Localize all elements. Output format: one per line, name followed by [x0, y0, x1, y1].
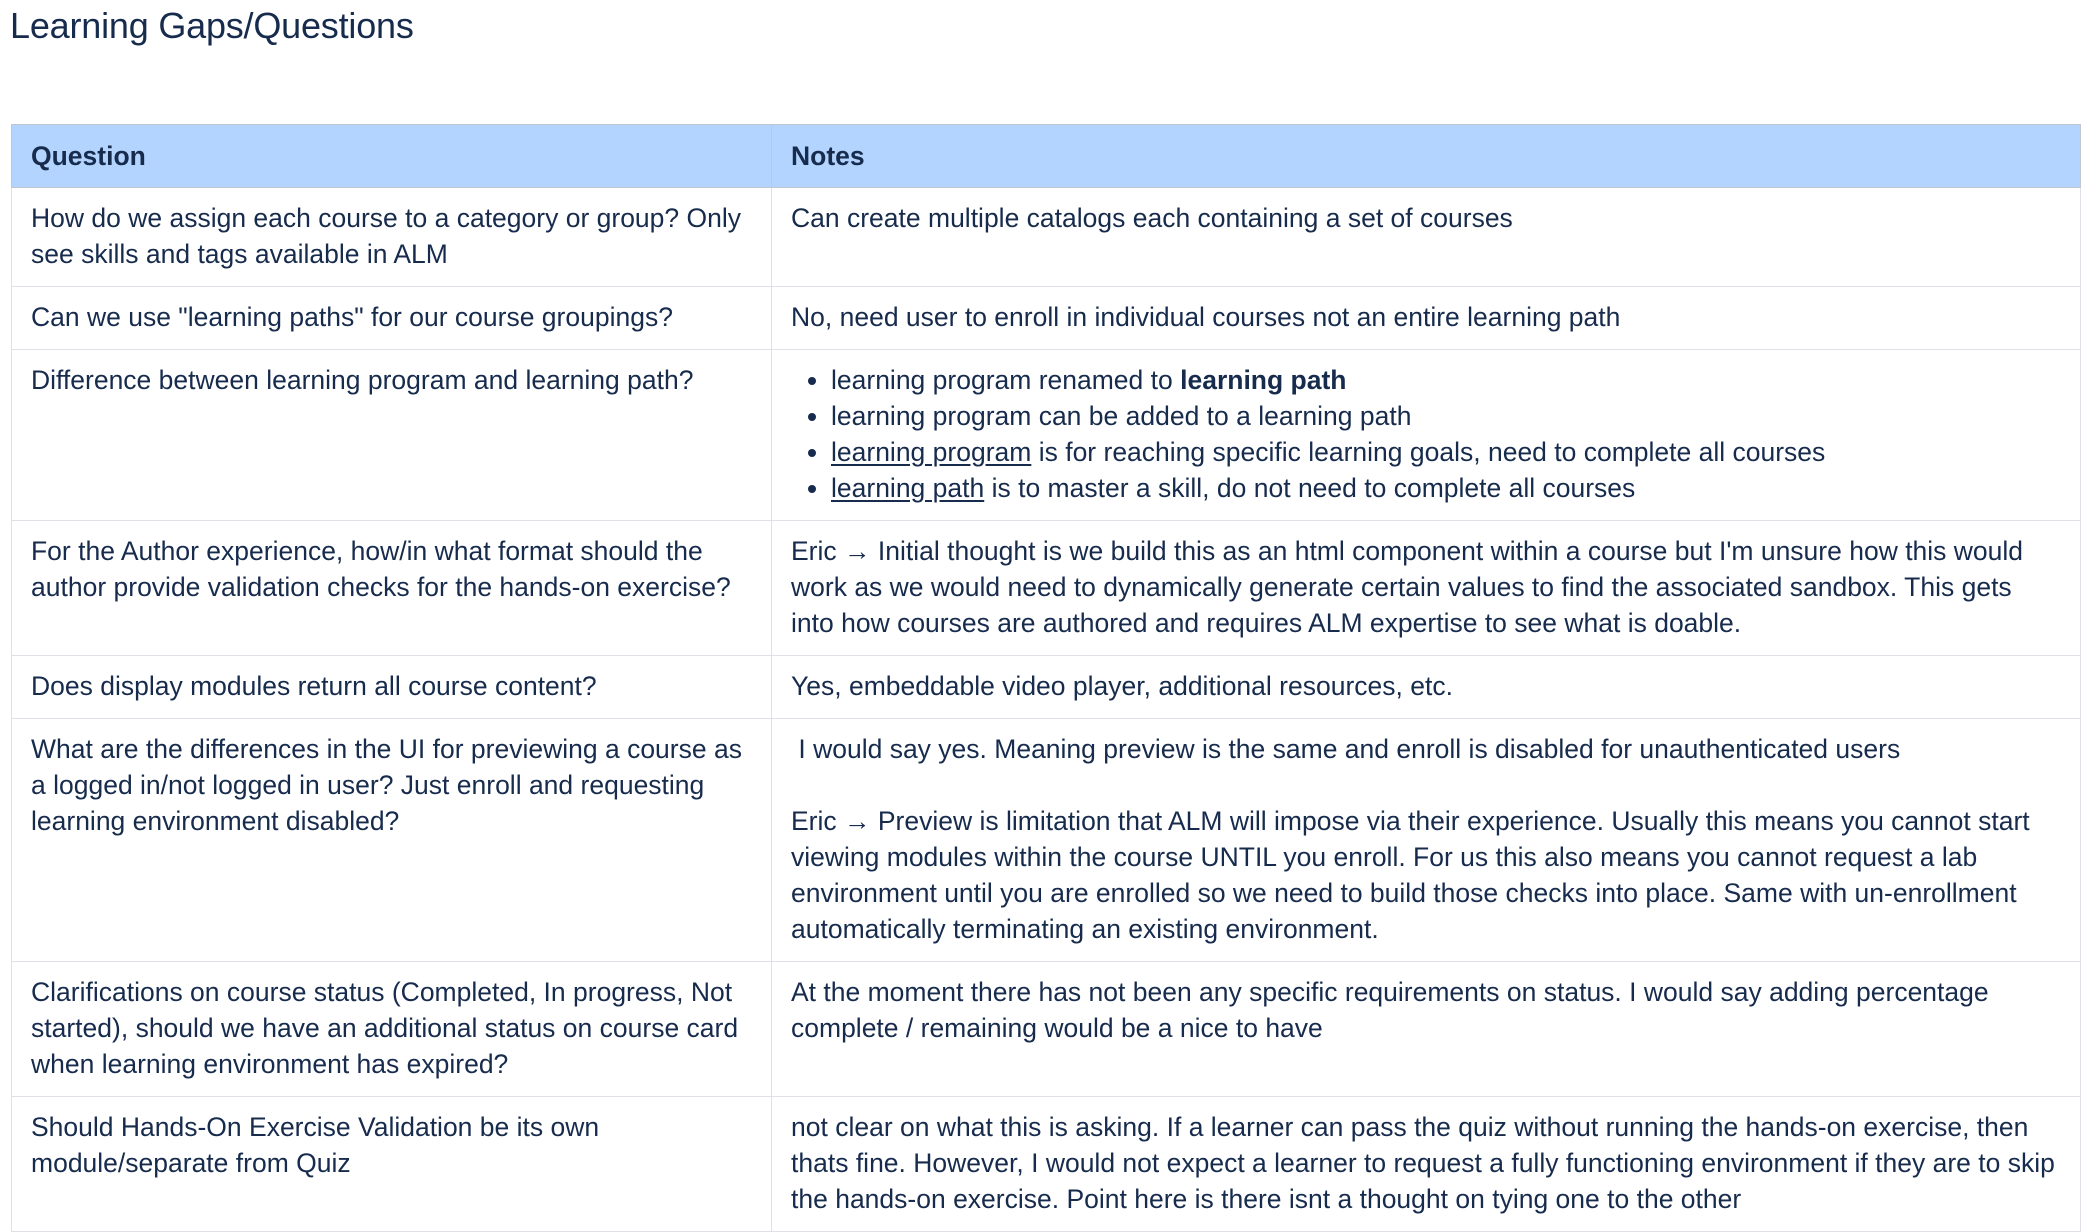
bullet-text: is for reaching specific learning goals, need to complete all courses: [1031, 437, 1826, 467]
bullet-text: is to master a skill, do not need to complete all courses: [984, 473, 1636, 503]
question-cell: Clarifications on course status (Completed, In progress, Not started), should we have an additional status on course card when learning environment has expired?: [12, 962, 772, 1097]
page-title: Learning Gaps/Questions: [10, 5, 414, 46]
table-row: [12, 287, 2081, 350]
table-header-row: [12, 125, 2081, 188]
column-header-notes[interactable]: Notes: [772, 125, 2081, 188]
notes-cell: At the moment there has not been any specific requirements on status. I would say adding percentage complete / remaining would be a nice to have: [772, 962, 2081, 1097]
question-cell: Difference between learning program and learning path?: [12, 350, 772, 521]
notes-paragraph: Eric → Preview is limitation that ALM will impose via their experience. Usually this means you cannot start viewing modules within the course UNTIL you enroll. For us this also means you cannot request a lab environment until you are enrolled so we need to build those checks into place. Same with un-enrollment automatically terminating an existing environment.: [791, 806, 2030, 944]
table-row: [12, 719, 2081, 962]
list-item: [831, 362, 2061, 398]
column-header-question[interactable]: Question: [12, 125, 772, 188]
paragraph-spacer: [791, 767, 2061, 803]
question-cell: What are the differences in the UI for previewing a course as a logged in/not logged in user? Just enroll and requesting learning environment disabled?: [12, 719, 772, 962]
notes-cell: Can create multiple catalogs each containing a set of courses: [772, 188, 2081, 287]
bullet-text: learning program renamed to: [831, 365, 1181, 395]
notes-cell: Eric → Initial thought is we build this as an html component within a course but I'm unsure how this would work as we would need to dynamically generate certain values to find the associated sandbox. This gets into how courses are authored and requires ALM expertise to see what is doable.: [772, 521, 2081, 656]
list-item: [831, 434, 2061, 470]
bullet-text: learning program can be added to a learning path: [831, 401, 1412, 431]
question-cell: Does display modules return all course content?: [12, 656, 772, 719]
question-cell: Can we use "learning paths" for our course groupings?: [12, 287, 772, 350]
notes-cell: No, need user to enroll in individual courses not an entire learning path: [772, 287, 2081, 350]
bold-term: learning path: [1180, 365, 1347, 395]
question-cell: How do we assign each course to a category or group? Only see skills and tags available in ALM: [12, 188, 772, 287]
table-row: [12, 521, 2081, 656]
notes-paragraph: I would say yes. Meaning preview is the same and enroll is disabled for unauthenticated users: [791, 734, 1901, 764]
table-row: [12, 350, 2081, 521]
question-cell: Should Hands-On Exercise Validation be its own module/separate from Quiz: [12, 1097, 772, 1232]
table-row: [12, 1097, 2081, 1232]
question-cell: For the Author experience, how/in what format should the author provide validation checks for the hands-on exercise?: [12, 521, 772, 656]
table-row: [12, 656, 2081, 719]
table-row: [12, 962, 2081, 1097]
notes-cell: [772, 719, 2081, 962]
learning-gaps-table: [11, 124, 2081, 1232]
notes-cell: Yes, embeddable video player, additional resources, etc.: [772, 656, 2081, 719]
notes-bullet-list: [791, 362, 2061, 506]
notes-cell: [772, 350, 2081, 521]
learning-program-link[interactable]: learning program: [831, 437, 1032, 467]
table-row: [12, 188, 2081, 287]
list-item: [831, 470, 2061, 506]
notes-cell: not clear on what this is asking. If a learner can pass the quiz without running the hands-on exercise, then thats fine. However, I would not expect a learner to request a fully functioning environment if they are to skip the hands-on exercise. Point here is there isnt a thought on tying one to the other: [772, 1097, 2081, 1232]
learning-path-link[interactable]: learning path: [831, 473, 985, 503]
list-item: [831, 398, 2061, 434]
